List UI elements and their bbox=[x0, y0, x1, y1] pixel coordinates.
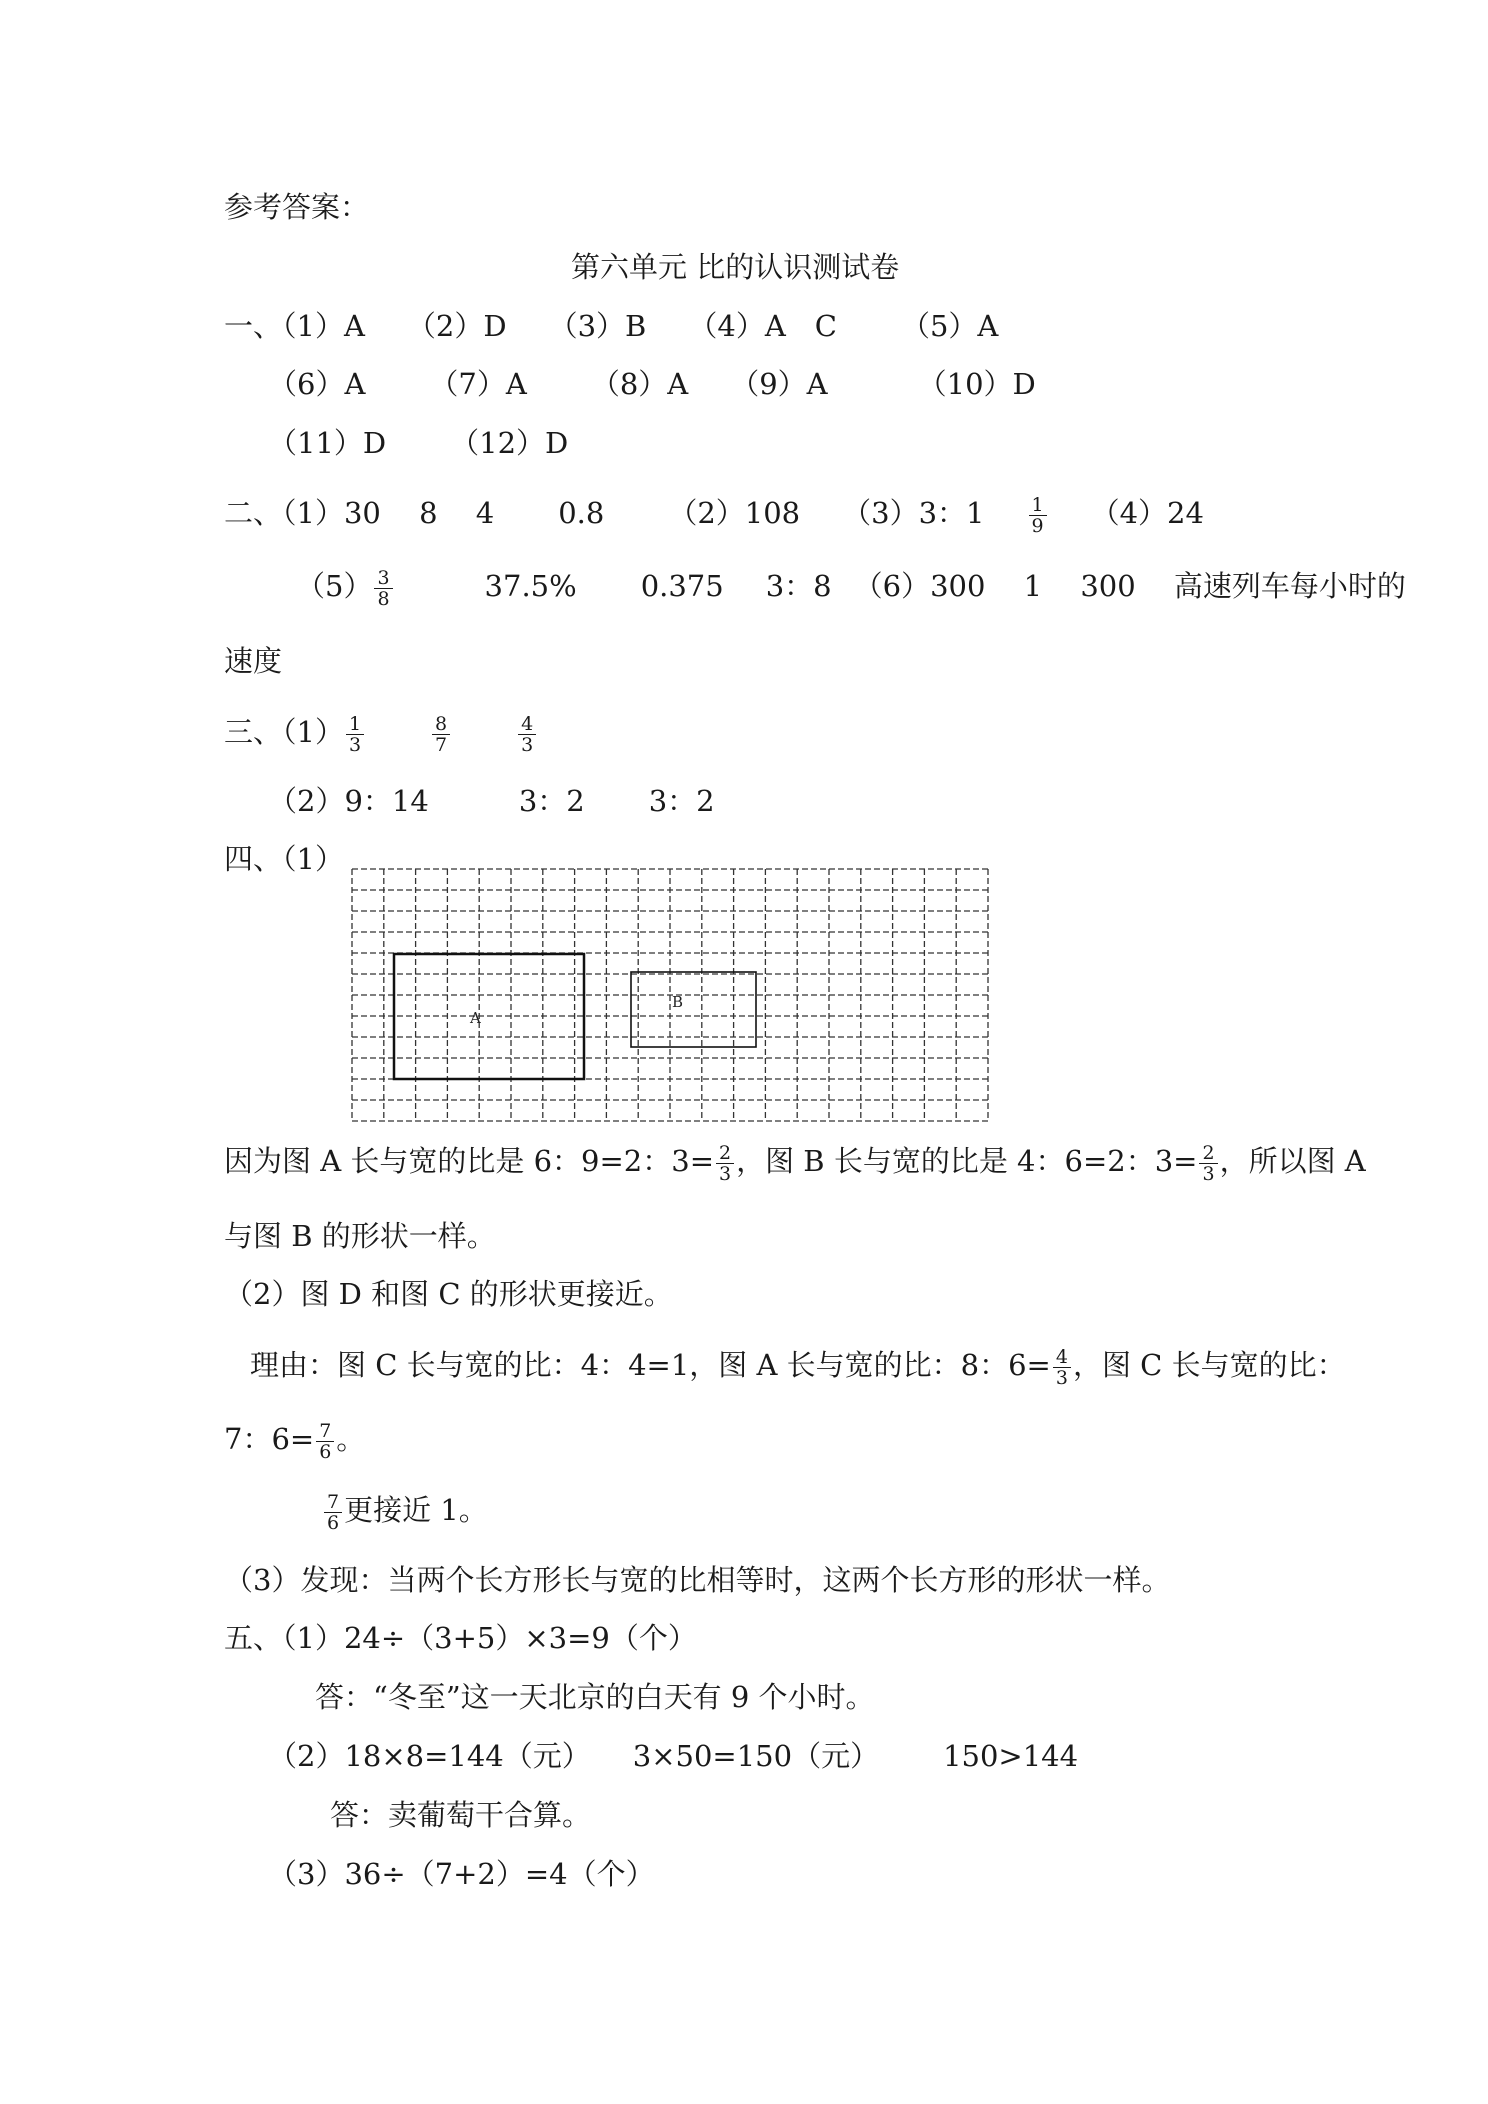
s1-item: （11）D bbox=[268, 426, 387, 460]
s4-text: 7：6= bbox=[224, 1422, 315, 1456]
fraction-2-3: $\frac{2}{3}$ bbox=[716, 1143, 734, 1184]
s2-answers-1: 二、（1）30 8 4 bbox=[224, 496, 495, 530]
s5-question3: （3）36÷（7+2）=4（个） bbox=[268, 1857, 655, 1891]
s3-answer: 3：2 bbox=[518, 784, 585, 818]
s2-answer-3: （3）3：1 bbox=[842, 496, 985, 530]
s1-item: （12）D bbox=[450, 426, 569, 460]
s4-reason-line3 bbox=[322, 1490, 488, 1534]
s4-text: 理由：图 C 长与宽的比：4：4=1，图 A 长与宽的比：8：6= bbox=[250, 1348, 1051, 1382]
s2-label-5: （5） bbox=[296, 569, 373, 603]
fraction-2-3: $\frac{2}{3}$ bbox=[1199, 1143, 1217, 1184]
s4-question3: （3）发现：当两个长方形长与宽的比相等时，这两个长方形的形状一样。 bbox=[224, 1563, 1171, 1597]
s5-answer1: 答：“冬至”这一天北京的白天有 9 个小时。 bbox=[315, 1680, 875, 1714]
s2-answer-ratio: 3：8 bbox=[765, 569, 832, 603]
s5-calc: 3×50=150（元） bbox=[632, 1739, 880, 1773]
s3-label: 三、（1） bbox=[224, 715, 344, 749]
drawing-grid bbox=[350, 867, 990, 1123]
s5-question2 bbox=[268, 1737, 1078, 1775]
s4-reason-line2 bbox=[224, 1419, 366, 1463]
fraction-4-3: $\frac{4}{3}$ bbox=[518, 714, 536, 755]
s4-explanation-line1 bbox=[224, 1141, 1366, 1185]
s2-answer-decimal: 0.375 bbox=[640, 569, 724, 603]
answer-heading: 参考答案： bbox=[224, 190, 370, 224]
s4-reason-line1 bbox=[250, 1345, 1346, 1389]
s5-answer2: 答：卖葡萄干合算。 bbox=[330, 1798, 592, 1832]
s1-item: （4）A C bbox=[688, 309, 837, 343]
section1-row2 bbox=[268, 365, 1036, 403]
s4-text: ，图 B 长与宽的比是 4：6=2：3= bbox=[736, 1144, 1198, 1178]
s4-question2: （2）图 D 和图 C 的形状更接近。 bbox=[224, 1277, 673, 1311]
section1-row3 bbox=[268, 424, 568, 462]
rectangle-a-label: A bbox=[470, 1009, 481, 1027]
s4-explanation-line2: 与图 B 的形状一样。 bbox=[224, 1219, 496, 1253]
s1-item: （9）A bbox=[730, 367, 828, 401]
fraction-7-6: $\frac{7}{6}$ bbox=[324, 1492, 342, 1533]
s3-answer: 3：2 bbox=[648, 784, 715, 818]
s1-item: （5）A bbox=[900, 309, 999, 343]
rectangle-b bbox=[631, 972, 756, 1047]
s1-item: （10）D bbox=[917, 367, 1036, 401]
rectangle-b-label: B bbox=[672, 993, 684, 1011]
test-title: 第六单元 比的认识测试卷 bbox=[571, 250, 900, 284]
fraction-7-6: $\frac{7}{6}$ bbox=[316, 1421, 334, 1462]
s1-item: （7）A bbox=[429, 367, 527, 401]
section4-label: 四、（1） bbox=[224, 842, 344, 876]
fraction-3-8: $\frac{3}{8}$ bbox=[374, 568, 392, 609]
s1-item: （8）A bbox=[590, 367, 689, 401]
fraction-4-3: $\frac{4}{3}$ bbox=[1053, 1347, 1071, 1388]
s3-answer: （2）9：14 bbox=[268, 784, 429, 818]
fraction-1-9: $\frac{1}{9}$ bbox=[1029, 495, 1047, 536]
grid-lines bbox=[352, 869, 988, 1121]
section1-row1 bbox=[224, 307, 998, 345]
s1-item: （6）A bbox=[268, 367, 366, 401]
s4-text: ，所以图 A bbox=[1219, 1144, 1366, 1178]
section3-row2 bbox=[268, 782, 715, 820]
s5-compare: 150>144 bbox=[943, 1739, 1079, 1773]
s4-text: ，图 C 长与宽的比： bbox=[1072, 1348, 1346, 1382]
s4-text: 更接近 1。 bbox=[344, 1493, 488, 1527]
s2-answer-4: （4）24 bbox=[1090, 496, 1204, 530]
s1-item: （3）B bbox=[548, 309, 647, 343]
fraction-8-7: $\frac{8}{7}$ bbox=[432, 714, 450, 755]
fraction-1-3: $\frac{1}{3}$ bbox=[346, 714, 364, 755]
s2-answer-0.8: 0.8 bbox=[558, 496, 605, 530]
s1-item: （2）D bbox=[406, 309, 507, 343]
section2-row2 bbox=[296, 566, 1406, 610]
s5-question1: 五、（1）24÷（3+5）×3=9（个） bbox=[224, 1621, 697, 1655]
s4-text: 因为图 A 长与宽的比是 6：9=2：3= bbox=[224, 1144, 714, 1178]
section3-row1 bbox=[224, 712, 538, 756]
s5-calc: （2）18×8=144（元） bbox=[268, 1739, 591, 1773]
s2-answer-2: （2）108 bbox=[668, 496, 801, 530]
section2-row3: 速度 bbox=[224, 644, 283, 678]
s4-text: 。 bbox=[336, 1422, 366, 1456]
s2-answer-6: （6）300 1 300 高速列车每小时的 bbox=[853, 569, 1406, 603]
s2-answer-percent: 37.5% bbox=[484, 569, 577, 603]
section2-row1 bbox=[224, 493, 1204, 537]
s1-item: 一、（1）A bbox=[224, 309, 365, 343]
